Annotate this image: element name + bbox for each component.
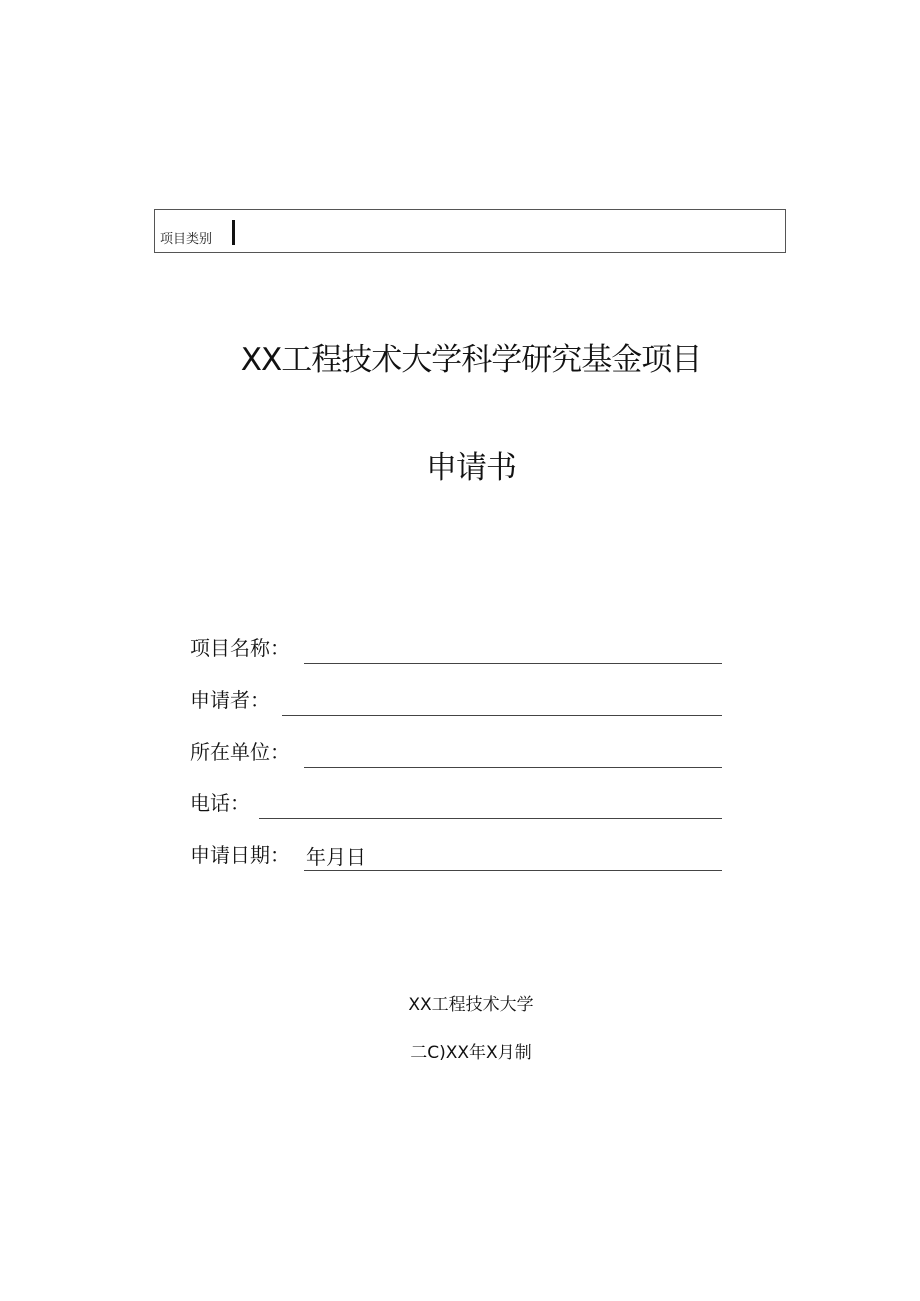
project-category-box[interactable] [154,209,786,253]
applicant-row [190,682,722,716]
phone-label: 电话： [190,791,250,815]
unit-field[interactable] [304,767,722,768]
text-cursor [232,220,235,245]
applicant-field[interactable] [282,715,722,716]
phone-field[interactable] [259,818,722,819]
application-date-field[interactable] [304,870,722,871]
project-name-row [190,630,722,664]
project-name-field[interactable] [304,663,722,664]
project-name-label: 项目名称： [190,636,290,660]
issue-date: 二C)XX年X月制 [410,1043,532,1063]
application-date-row [190,837,722,871]
institution-name: XX工程技术大学 [408,995,534,1015]
document-subtitle: 申请书 [426,450,516,486]
unit-label: 所在单位： [190,740,290,764]
applicant-label: 申请者： [190,688,270,712]
unit-row [190,734,722,768]
project-category-label: 项目类别 [160,232,213,247]
application-date-value: 年月日 [306,845,366,869]
document-title: XX工程技术大学科学研究基金项目 [240,342,702,378]
phone-row [190,785,722,819]
application-date-label: 申请日期： [190,843,290,867]
